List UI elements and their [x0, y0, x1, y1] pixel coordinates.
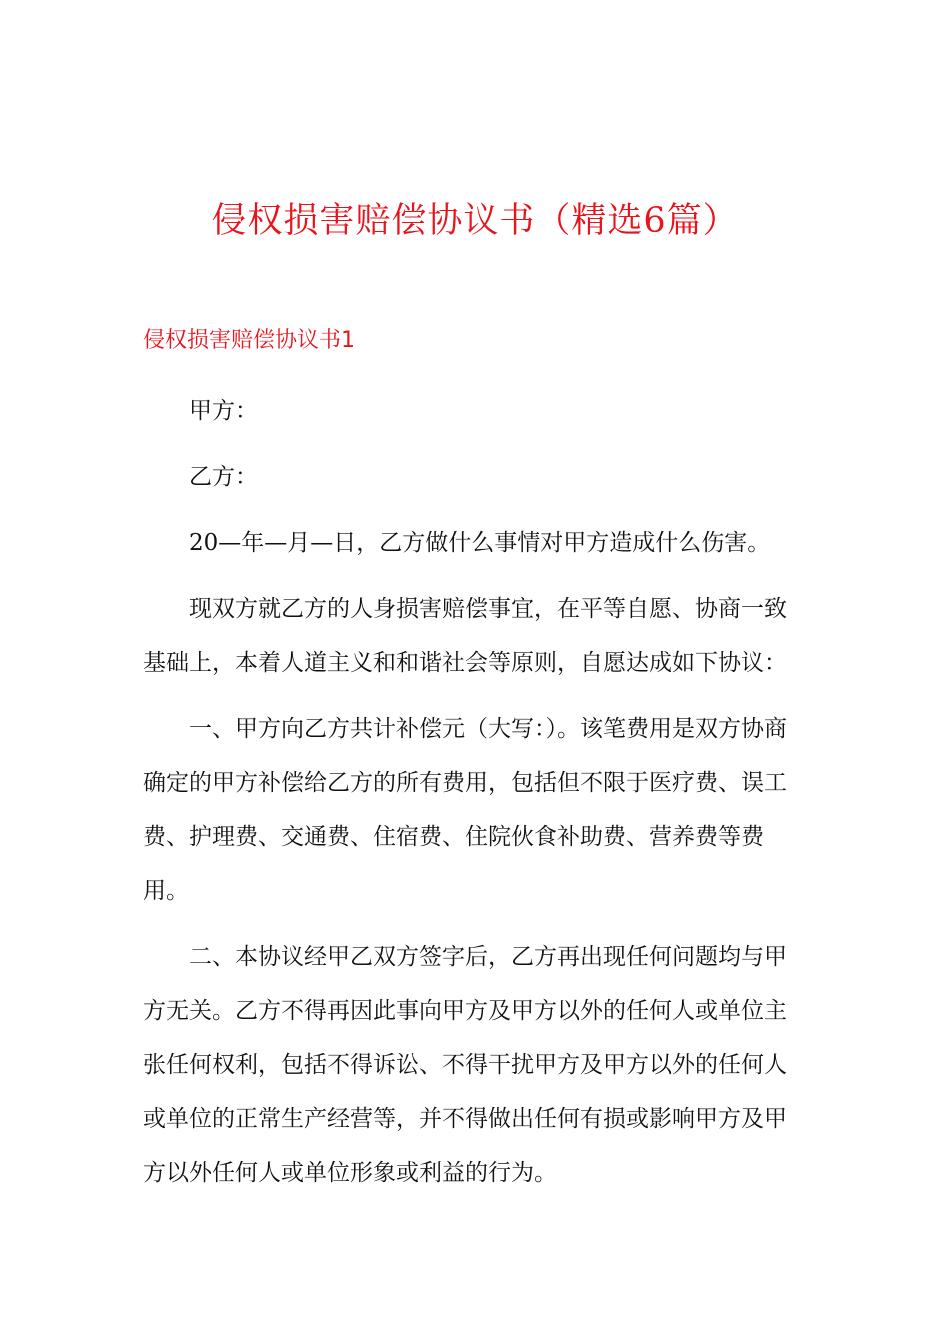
party-a-line: 甲方： — [189, 398, 258, 424]
paragraph-date: 20—年—月—日，乙方做什么事情对甲方造成什么伤害。 — [189, 530, 771, 556]
paragraph-clause-2: 二、本协议经甲乙双方签字后，乙方再出现任何问题均与甲方无关。乙方不得再因此事向甲方及甲方以外的任何人或单位主张任何权利，包括不得诉讼、不得干扰甲方及甲方以外的任何人或单位的正常生产经营等，并不得做出任何有损或影响甲方及甲方以外任何人或单位形象或利益的行为。 — [143, 944, 787, 1186]
paragraph-clause-1: 一、甲方向乙方共计补偿元（大写：）。该笔费用是双方协商确定的甲方补偿给乙方的所有费用，包括但不限于医疗费、误工费、护理费、交通费、住宿费、住院伙食补助费、营养费等费用。 — [143, 716, 787, 904]
document-body — [143, 384, 803, 1200]
paragraph-intro: 现双方就乙方的人身损害赔偿事宜，在平等自愿、协商一致基础上，本着人道主义和和谐社会等原则，自愿达成如下协议： — [143, 596, 787, 676]
party-b-line: 乙方： — [189, 464, 258, 490]
section-heading: 侵权损害赔偿协议书1 — [143, 328, 355, 353]
document-title: 侵权损害赔偿协议书（精选6篇） — [211, 201, 739, 241]
